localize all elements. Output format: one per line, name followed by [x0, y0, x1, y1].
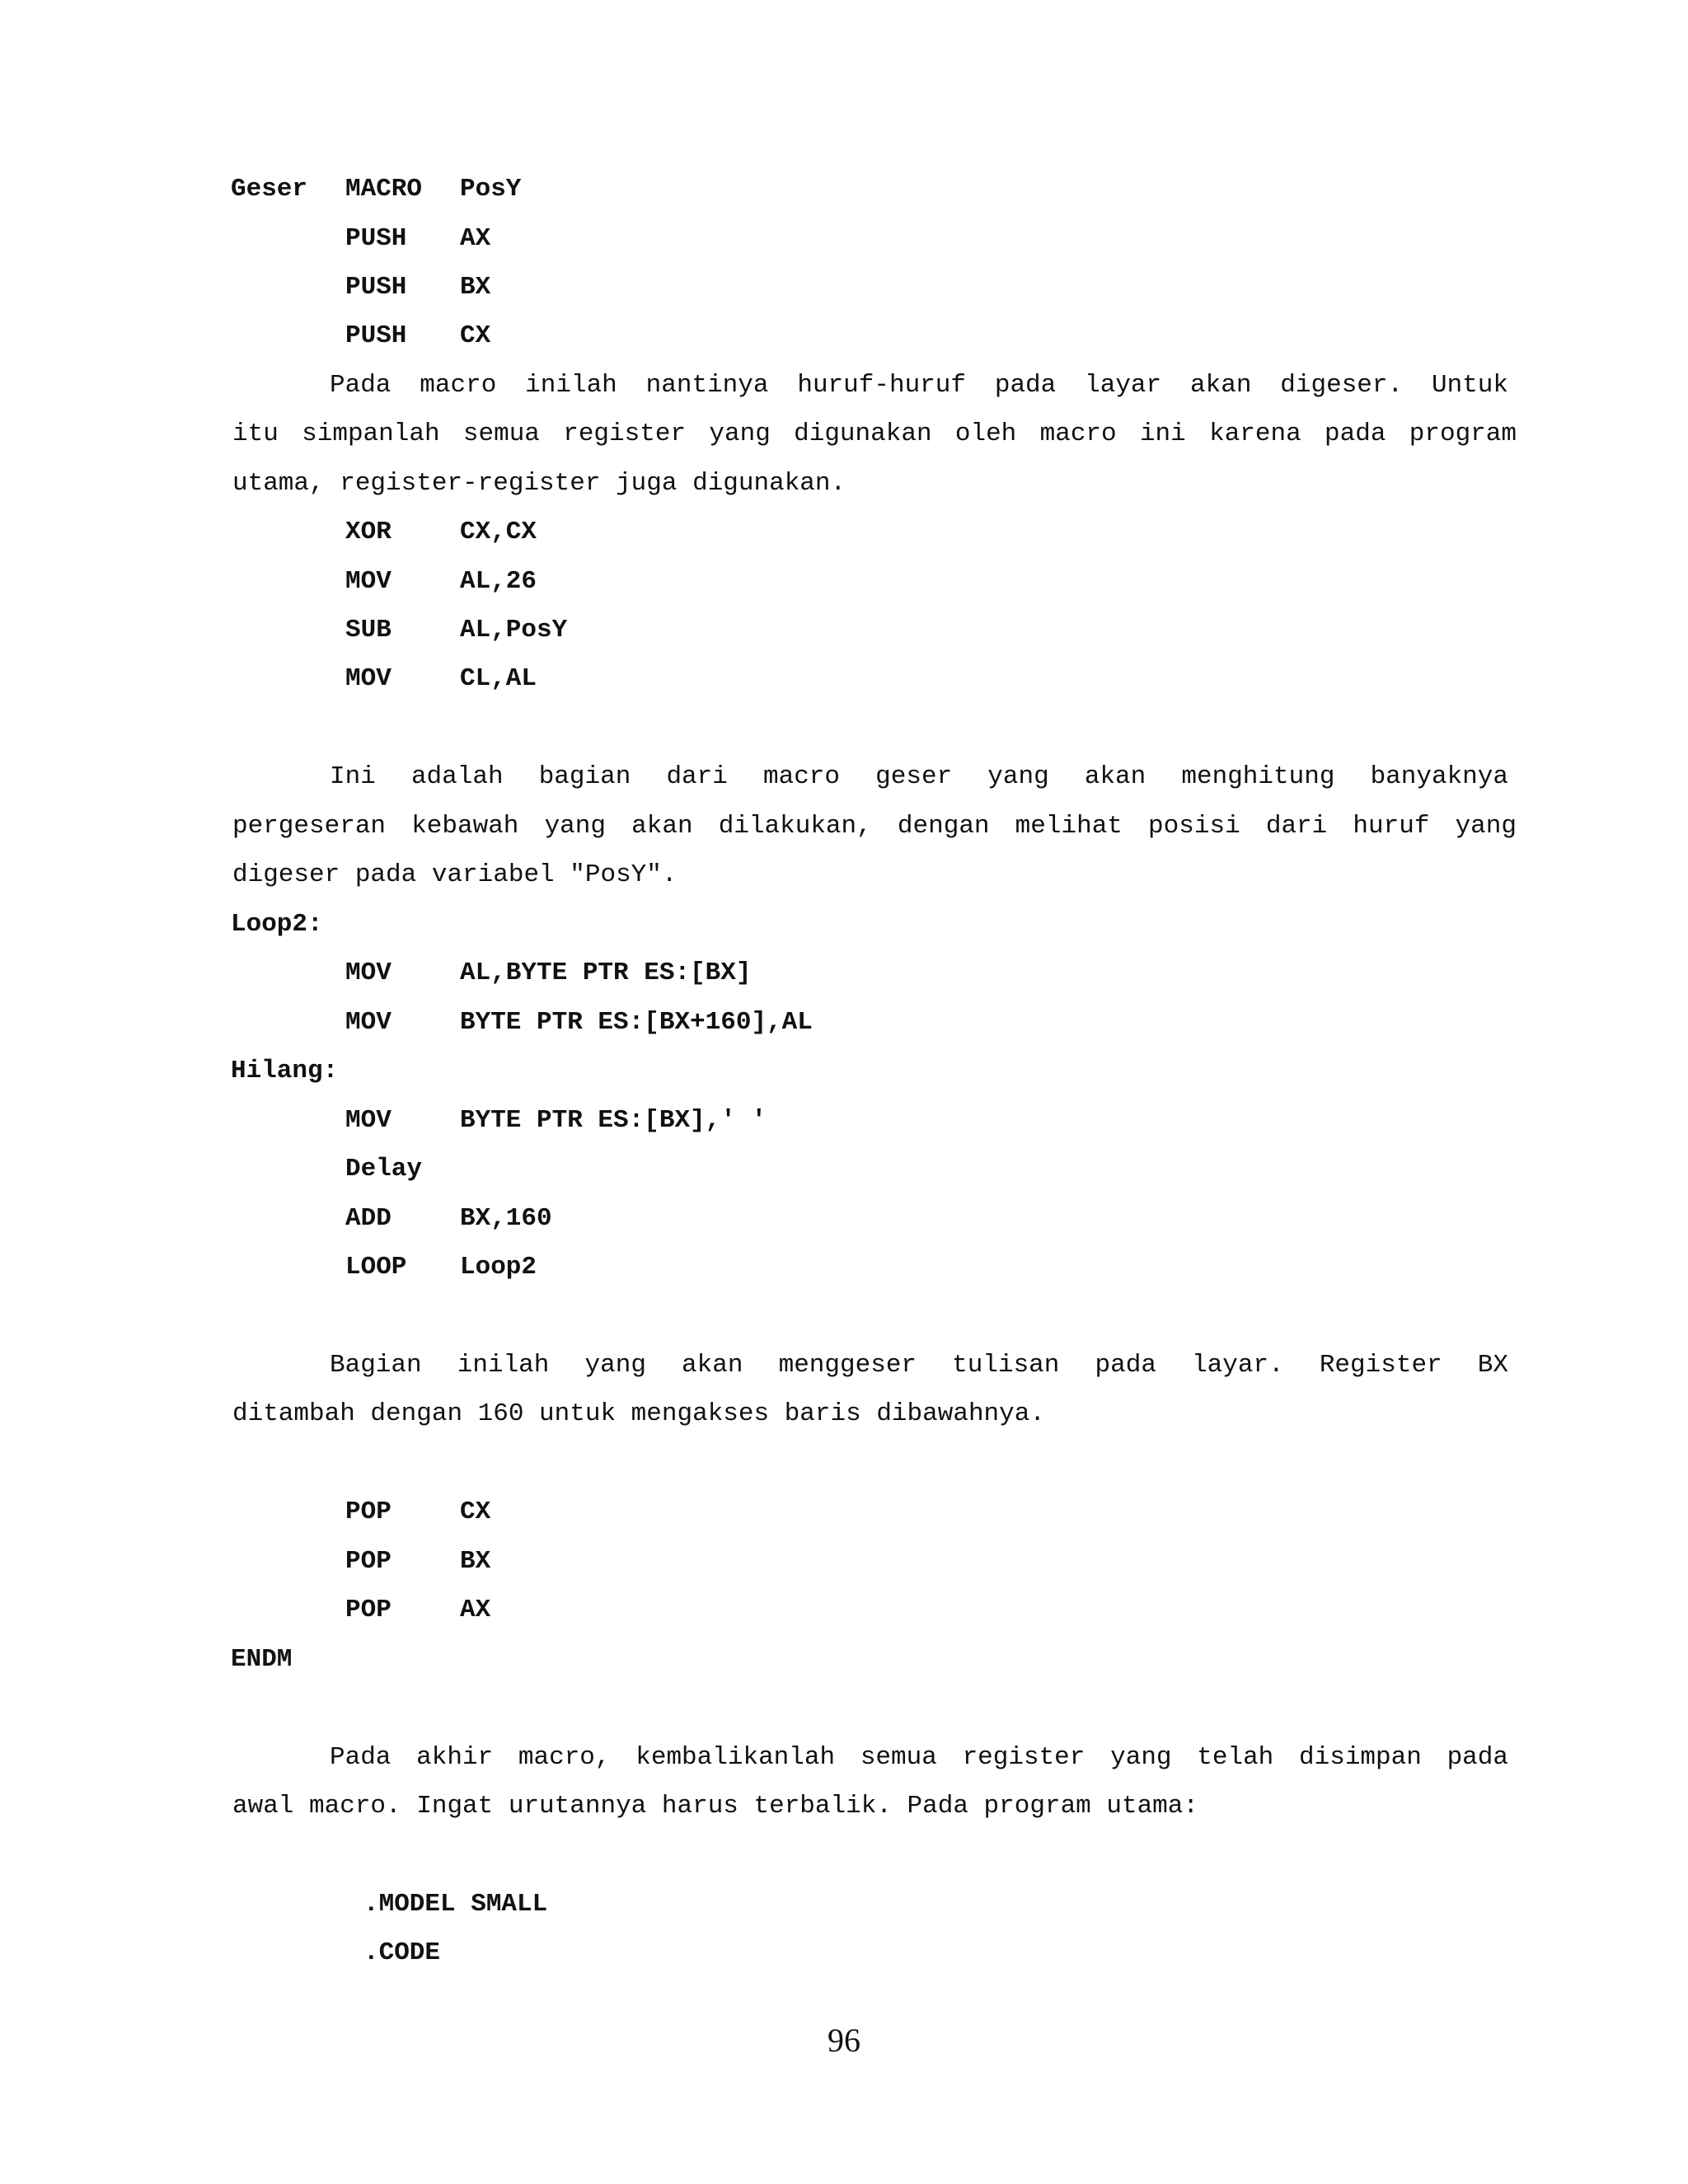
code-op: MOV: [345, 958, 392, 987]
code-arg: AL,BYTE PTR ES:[BX]: [460, 958, 752, 987]
paragraph-line: Ini adalah bagian dari macro geser yang akan menghitung banyaknya: [330, 762, 1508, 791]
code-arg: BYTE PTR ES:[BX],' ': [460, 1106, 767, 1135]
code-op: SUB: [345, 616, 392, 644]
code-label-hilang: Hilang:: [231, 1057, 339, 1085]
code-op: MOV: [345, 1008, 392, 1037]
paragraph-line: utama, register-register juga digunakan.: [232, 469, 846, 498]
paragraph-line: pergeseran kebawah yang akan dilakukan, dengan melihat posisi dari huruf yang: [232, 812, 1517, 841]
code-arg: CX: [460, 1497, 491, 1526]
code-arg: AL,26: [460, 567, 537, 596]
paragraph-line: awal macro. Ingat urutannya harus terbalik. Pada program utama:: [232, 1792, 1198, 1821]
code-line: [345, 1545, 840, 1578]
code-line: [345, 1006, 1087, 1039]
paragraph-line: ditambah dengan 160 untuk mengakses baris dibawahnya.: [232, 1399, 1045, 1428]
code-label-loop2: Loop2:: [231, 910, 323, 939]
code-line: .CODE: [363, 1938, 441, 1967]
paragraph-line: itu simpanlah semua register yang digunakan oleh macro ini karena pada program: [232, 419, 1517, 448]
code-op: ADD: [345, 1204, 392, 1233]
code-arg: Loop2: [460, 1253, 537, 1282]
code-line: [345, 223, 840, 255]
code-arg: AX: [460, 1596, 491, 1624]
code-line: [345, 1202, 1087, 1235]
code-arg: BX: [460, 273, 491, 302]
code-line: .MODEL SMALL: [363, 1890, 548, 1919]
code-op: Delay: [345, 1155, 423, 1183]
code-line: [345, 1496, 840, 1529]
code-line: [345, 1251, 1087, 1284]
code-arg: BX: [460, 1547, 491, 1576]
paragraph-line: Bagian inilah yang akan menggeser tulisan pada layar. Register BX: [330, 1351, 1508, 1380]
code-end-macro: ENDM: [231, 1645, 293, 1674]
code-line: [345, 663, 840, 696]
code-op: PUSH: [345, 224, 407, 253]
macro-argument: PosY: [460, 175, 522, 204]
code-arg: BYTE PTR ES:[BX+160],AL: [460, 1008, 813, 1037]
paragraph-line: Pada macro inilah nantinya huruf-huruf pada layar akan digeser. Untuk: [330, 371, 1508, 400]
code-line: [345, 614, 840, 647]
code-op: MOV: [345, 567, 392, 596]
page-number: 96: [828, 2022, 860, 2059]
code-line: [345, 1104, 1087, 1137]
code-arg: BX,160: [460, 1204, 552, 1233]
code-op: PUSH: [345, 321, 407, 350]
macro-header-line: [231, 173, 808, 206]
code-op: MOV: [345, 1106, 392, 1135]
code-arg: AX: [460, 224, 491, 253]
code-arg: CL,AL: [460, 664, 537, 693]
code-op: PUSH: [345, 273, 407, 302]
code-op: POP: [345, 1596, 392, 1624]
code-arg: CX: [460, 321, 491, 350]
paragraph-line: Pada akhir macro, kembalikanlah semua register yang telah disimpan pada: [330, 1743, 1508, 1772]
code-line: [345, 957, 1087, 990]
code-op: POP: [345, 1547, 392, 1576]
code-line: [345, 1153, 1087, 1186]
code-op: MOV: [345, 664, 392, 693]
code-line: [345, 271, 840, 304]
macro-keyword: MACRO: [345, 175, 423, 204]
code-arg: AL,PosY: [460, 616, 568, 644]
code-op: POP: [345, 1497, 392, 1526]
code-line: [345, 320, 840, 353]
macro-label: Geser: [231, 175, 308, 204]
code-line: [345, 565, 840, 598]
paragraph-line: digeser pada variabel "PosY".: [232, 860, 678, 889]
code-op: XOR: [345, 518, 392, 546]
code-line: [345, 1594, 840, 1627]
code-op: LOOP: [345, 1253, 407, 1282]
code-arg: CX,CX: [460, 518, 537, 546]
code-line: [345, 516, 840, 549]
